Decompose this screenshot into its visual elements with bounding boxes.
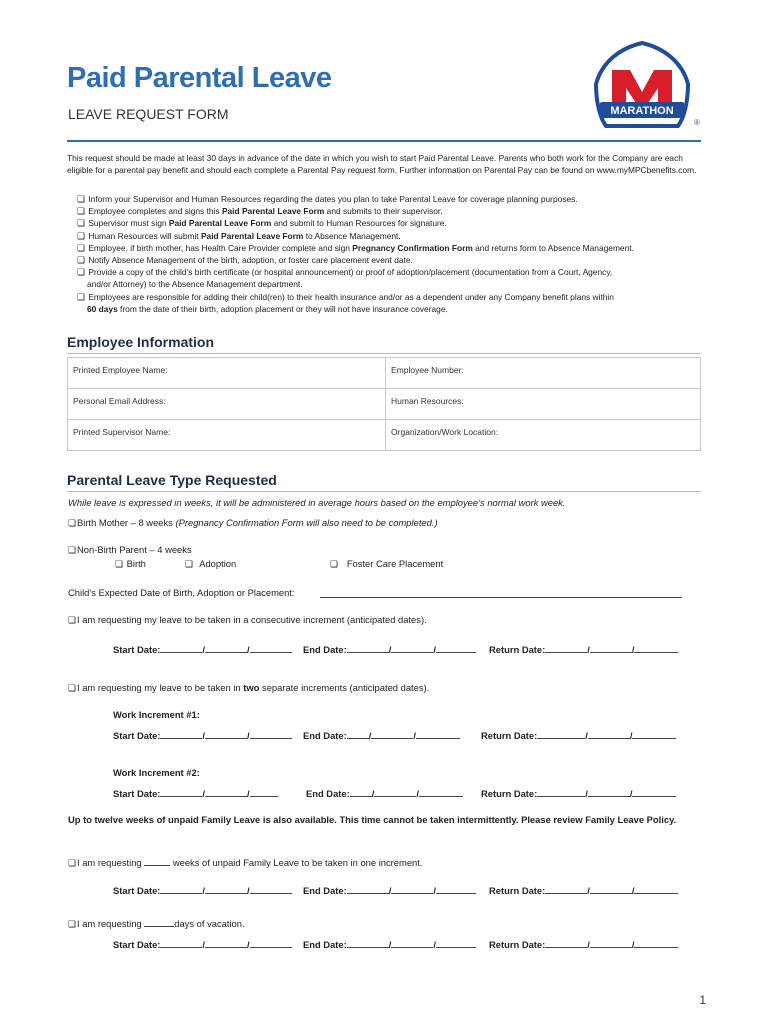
inc1-start-row: Start Date: / /: [113, 729, 292, 741]
checkbox-icon[interactable]: ❏: [68, 545, 77, 555]
list-item-continuation: 60 days from the date of their birth, adoption placement or they will not have insurance coverage.: [87, 303, 448, 314]
adoption-option[interactable]: ❏ Adoption: [185, 558, 237, 569]
leave-note: While leave is expressed in weeks, it will be administered in average hours based on the employee’s normal work week.: [68, 497, 566, 508]
checkbox-icon[interactable]: ❏: [68, 919, 77, 929]
work-location-field[interactable]: Organization/Work Location:: [386, 420, 701, 451]
vacation-return-row: Return Date: / /: [489, 938, 678, 950]
list-item: ❏ Notify Absence Management of the birth, adoption, or foster care placement event date.: [77, 255, 413, 266]
marathon-logo: [590, 40, 694, 132]
expected-date-line[interactable]: [320, 597, 682, 598]
list-item: ❏ Employee completes and signs this Paid Parental Leave Form and submits to their supervisor.: [77, 206, 443, 217]
list-item: ❏ Employees are responsible for adding their child(ren) to their health insurance and/or as a dependent under any Company benefit plans within: [77, 291, 614, 302]
svg-text:MARATHON: MARATHON: [610, 105, 674, 117]
section-divider: [67, 353, 701, 354]
checkbox-icon[interactable]: ❏: [185, 559, 194, 569]
birth-option[interactable]: ❏ Birth: [115, 558, 146, 569]
checkbox-icon[interactable]: ❏: [77, 267, 86, 278]
leave-type-heading: Parental Leave Type Requested: [67, 472, 277, 488]
list-item: ❏ Human Resources will submit Paid Parental Leave Form to Absence Management.: [77, 230, 401, 241]
checkbox-icon[interactable]: ❏: [68, 683, 77, 693]
checkbox-icon[interactable]: ❏: [77, 255, 86, 266]
family-return-row: Return Date: / /: [489, 884, 678, 896]
email-field[interactable]: Personal Email Address:: [68, 389, 386, 420]
inc2-return-row: Return Date: / /: [481, 787, 676, 799]
checkbox-icon[interactable]: ❏: [77, 291, 86, 302]
checkbox-icon[interactable]: ❏: [330, 559, 339, 569]
list-item: ❏ Inform your Supervisor and Human Resources regarding the dates you plan to take Parental Leave for coverage planning purposes.: [77, 194, 578, 204]
checkbox-icon[interactable]: ❏: [77, 242, 86, 253]
work-increment-1-label: Work Increment #1:: [113, 709, 200, 720]
checkbox-icon[interactable]: ❏: [77, 230, 86, 241]
two-increments-option[interactable]: ❏I am requesting my leave to be taken in two separate increments (anticipated dates).: [68, 682, 430, 693]
checkbox-icon[interactable]: ❏: [68, 615, 77, 625]
instructions-list: [77, 193, 703, 315]
checkbox-icon[interactable]: ❏: [77, 206, 86, 217]
list-item: ❏ Supervisor must sign Paid Parental Leave Form and submit to Human Resources for signature.: [77, 218, 447, 229]
form-title: Paid Parental Leave: [67, 62, 332, 94]
human-resources-field[interactable]: Human Resources:: [386, 389, 701, 420]
employee-info-table: [67, 357, 701, 451]
family-leave-option[interactable]: ❏I am requesting weeks of unpaid Family Leave to be taken in one increment.: [68, 857, 423, 868]
inc1-end-row: End Date: / /: [303, 729, 460, 741]
inc2-end-row: End Date: / /: [306, 787, 463, 799]
intro-text: This request should be made at least 30 days in advance of the date in which you wish to start Paid Parental Leave. Parents who both work for the Company are each eligible for a parental pay benefit and should each complete a Parental Pay request form. Further information on Parental Pay can be found on www.myMPCbenefits.com.: [67, 153, 697, 176]
work-increment-2-label: Work Increment #2:: [113, 767, 200, 778]
vacation-end-row: End Date: / /: [303, 938, 476, 950]
registered-mark: ®: [694, 118, 700, 127]
section-divider: [67, 491, 701, 492]
foster-care-option[interactable]: ❏ Foster Care Placement: [330, 558, 444, 569]
family-start-row: Start Date: / /: [113, 884, 292, 896]
vacation-start-row: Start Date: / /: [113, 938, 292, 950]
family-leave-note: Up to twelve weeks of unpaid Family Leave is also available. This time cannot be taken intermittently. Please review Family Leave Policy.: [68, 814, 677, 825]
consecutive-end-row: End Date: / /: [303, 643, 476, 655]
birth-mother-option[interactable]: ❏Birth Mother – 8 weeks (Pregnancy Confirmation Form will also need to be completed.): [68, 517, 438, 528]
list-item-continuation: and/or Attorney) to the Absence Management department.: [87, 279, 303, 290]
checkbox-icon[interactable]: ❏: [68, 518, 77, 528]
printed-name-field[interactable]: Printed Employee Name:: [68, 358, 386, 389]
non-birth-parent-option[interactable]: ❏Non-Birth Parent – 4 weeks: [68, 544, 192, 555]
checkbox-icon[interactable]: ❏: [77, 194, 86, 204]
consecutive-return-row: Return Date: / /: [489, 643, 678, 655]
inc2-start-row: Start Date: / /: [113, 787, 278, 799]
employee-number-field[interactable]: Employee Number:: [386, 358, 701, 389]
vacation-option[interactable]: ❏I am requesting days of vacation.: [68, 918, 245, 929]
employee-info-heading: Employee Information: [67, 334, 215, 350]
consecutive-option[interactable]: ❏I am requesting my leave to be taken in a consecutive increment (anticipated dates).: [68, 614, 427, 625]
form-subtitle: LEAVE REQUEST FORM: [68, 106, 229, 122]
checkbox-icon[interactable]: ❏: [68, 858, 77, 868]
supervisor-name-field[interactable]: Printed Supervisor Name:: [68, 420, 386, 451]
expected-date-field[interactable]: Child’s Expected Date of Birth, Adoption or Placement:: [68, 587, 295, 598]
checkbox-icon[interactable]: ❏: [115, 559, 124, 569]
page-number: 1: [699, 993, 706, 1007]
list-item: ❏ Provide a copy of the child’s birth certificate (or hospital announcement) or proof of adoption/placement (documentation from a Court, Agency,: [77, 267, 613, 278]
consecutive-date-row: Start Date: / /: [113, 643, 292, 655]
header-rule: [67, 140, 701, 142]
list-item: ❏ Employee, if birth mother, has Health Care Provider complete and sign Pregnancy Confirmation Form and returns form to Absence Management.: [77, 242, 634, 253]
family-end-row: End Date: / /: [303, 884, 476, 896]
inc1-return-row: Return Date: / /: [481, 729, 676, 741]
checkbox-icon[interactable]: ❏: [77, 218, 86, 229]
